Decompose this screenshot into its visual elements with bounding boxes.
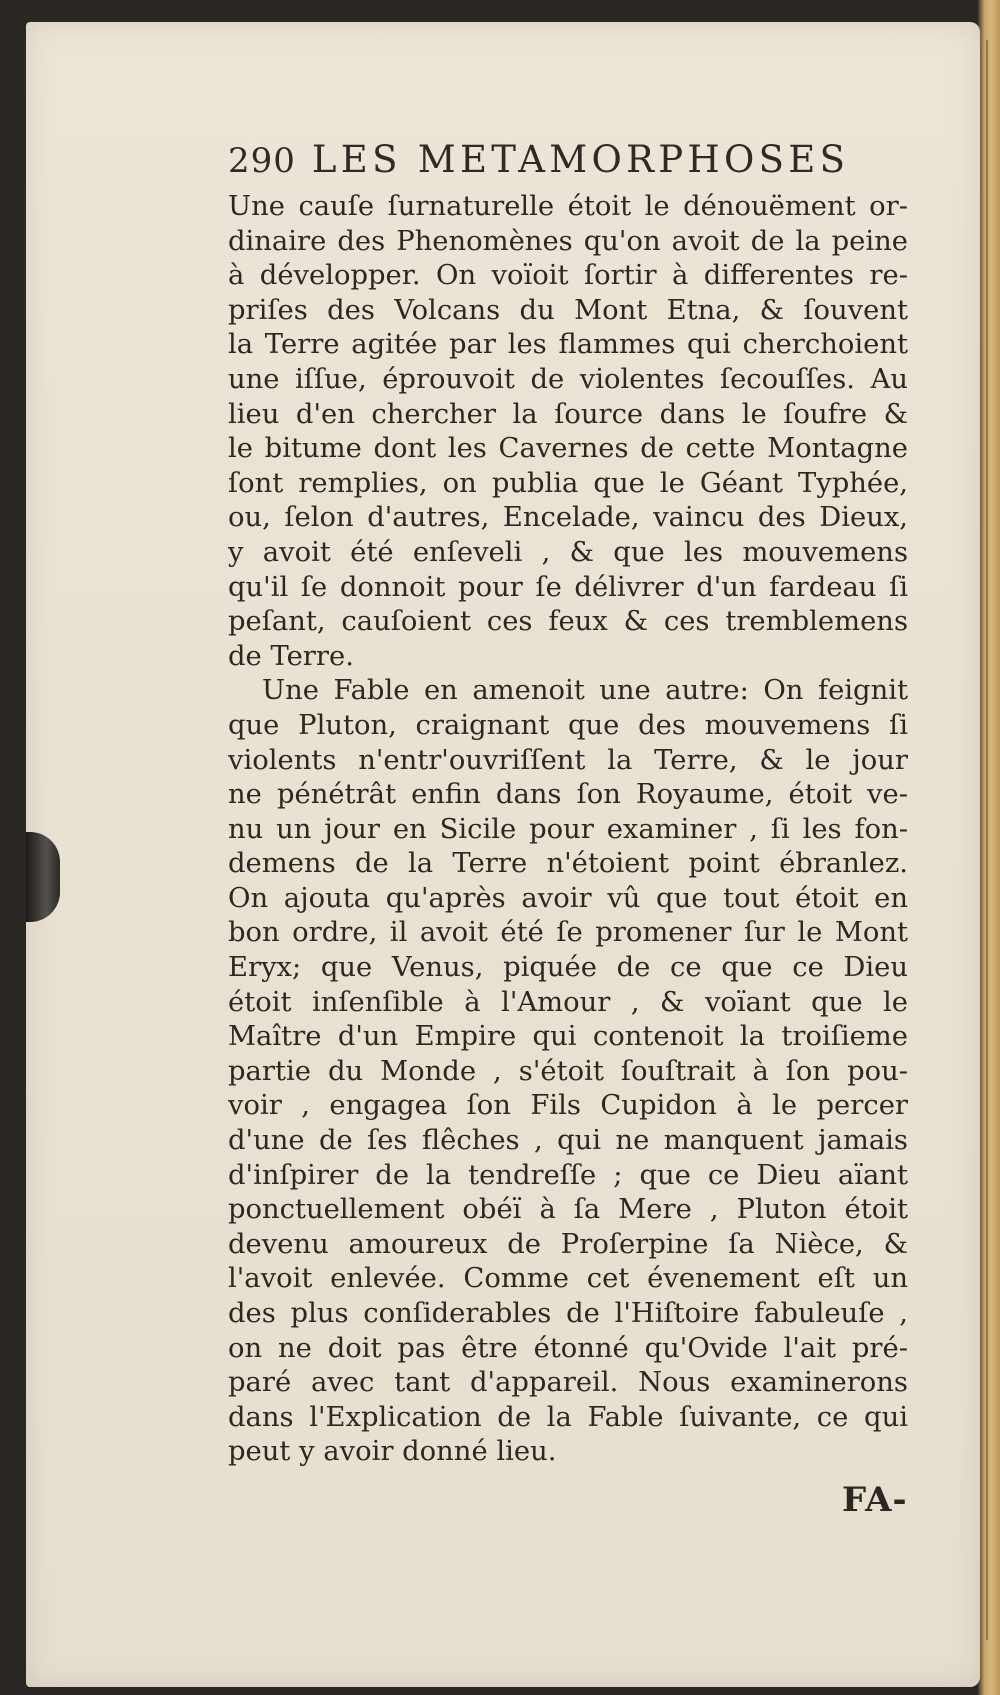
text-line: une iſſue, éprouvoit de violentes ſecouſſes. Au [228,363,908,395]
text-line: on ne doit pas être étonné qu'Ovide l'ait pré- [228,1332,908,1364]
paragraph-1 [228,190,908,674]
text-line: peſant, cauſoient ces feux & ces tremblemens [228,606,908,638]
catchword: FA- [842,1480,908,1520]
adjacent-page-edge [978,0,1000,1695]
text-line: Maître d'un Empire qui contenoit la troiſieme [228,1021,908,1053]
text-line: ſont remplies, on publia que le Géant Typhée, [228,467,908,499]
text-line: demens de la Terre n'étoient point ébranlez. [228,848,908,880]
text-line: devenu amoureux de Proſerpine ſa Nièce, & [228,1228,908,1260]
running-title: LES METAMORPHOSES [311,138,850,181]
text-line: paré avec tant d'appareil. Nous examinerons [228,1367,908,1399]
text-line: Une cauſe ſurnaturelle étoit le dénouëment or- [228,191,908,222]
text-line: qu'il ſe donnoit pour ſe délivrer d'un fardeau ſi [228,571,908,603]
text-line: la Terre agitée par les flammes qui cherchoient [228,329,908,361]
page-number: 290 [228,141,296,181]
text-line: de Terre. [228,640,354,672]
text-line: d'inſpirer de la tendreſſe ; que ce Dieu aïant [228,1159,908,1191]
text-line: nu un jour en Sicile pour examiner , ſi les fon- [228,813,908,845]
page-clip [26,832,60,922]
text-line: ponctuellement obéï à ſa Mere , Pluton étoit [228,1194,908,1226]
text-line: l'avoit enlevée. Comme cet évenement eſt un [228,1263,908,1295]
text-line: d'une de ſes flêches , qui ne manquent jamais [228,1125,908,1157]
text-line: peut y avoir donné lieu. [228,1436,557,1468]
text-line: lieu d'en chercher la ſource dans le ſoufre & [228,398,908,430]
text-line: bon ordre, il avoit été ſe promener ſur le Mont [228,917,908,949]
text-line: le bitume dont les Cavernes de cette Montagne [228,433,908,465]
text-line: ne pénétrât enfin dans ſon Royaume, étoit ve- [228,779,908,811]
text-line: dans l'Explication de la Fable ſuivante, ce qui [228,1401,908,1433]
paragraph-2 [228,674,908,1470]
text-line: que Pluton, craignant que des mouvemens ſi [228,709,908,741]
text-line: priſes des Volcans du Mont Etna, & ſouvent [228,294,908,326]
text-line: dinaire des Phenomènes qu'on avoit de la peine [228,225,908,257]
text-line: violents n'entr'ouvriſſent la Terre, & le jour [228,744,908,776]
text-line: étoit inſenſible à l'Amour , & voïant que le [228,986,908,1018]
text-line: voir , engagea ſon Fils Cupidon à le percer [228,1090,908,1122]
text-line: des plus conſiderables de l'Hiſtoire fabuleuſe , [228,1298,908,1329]
text-line: Eryx; que Venus, piquée de ce que ce Dieu [228,952,908,984]
text-line: y avoit été enſeveli , & que les mouvemens [228,536,908,568]
text-line: à développer. On voïoit ſortir à differentes re- [228,260,908,292]
text-line: ou, ſelon d'autres, Encelade, vaincu des Dieux, [228,502,908,534]
body-text [228,190,908,1470]
text-line: Une Fable en amenoit une autre: On feignit [262,675,908,707]
text-line: On ajouta qu'après avoir vû que tout étoit en [228,882,908,914]
page-header [228,138,868,188]
text-line: partie du Monde , s'étoit ſouſtrait à ſon pou- [228,1055,908,1087]
